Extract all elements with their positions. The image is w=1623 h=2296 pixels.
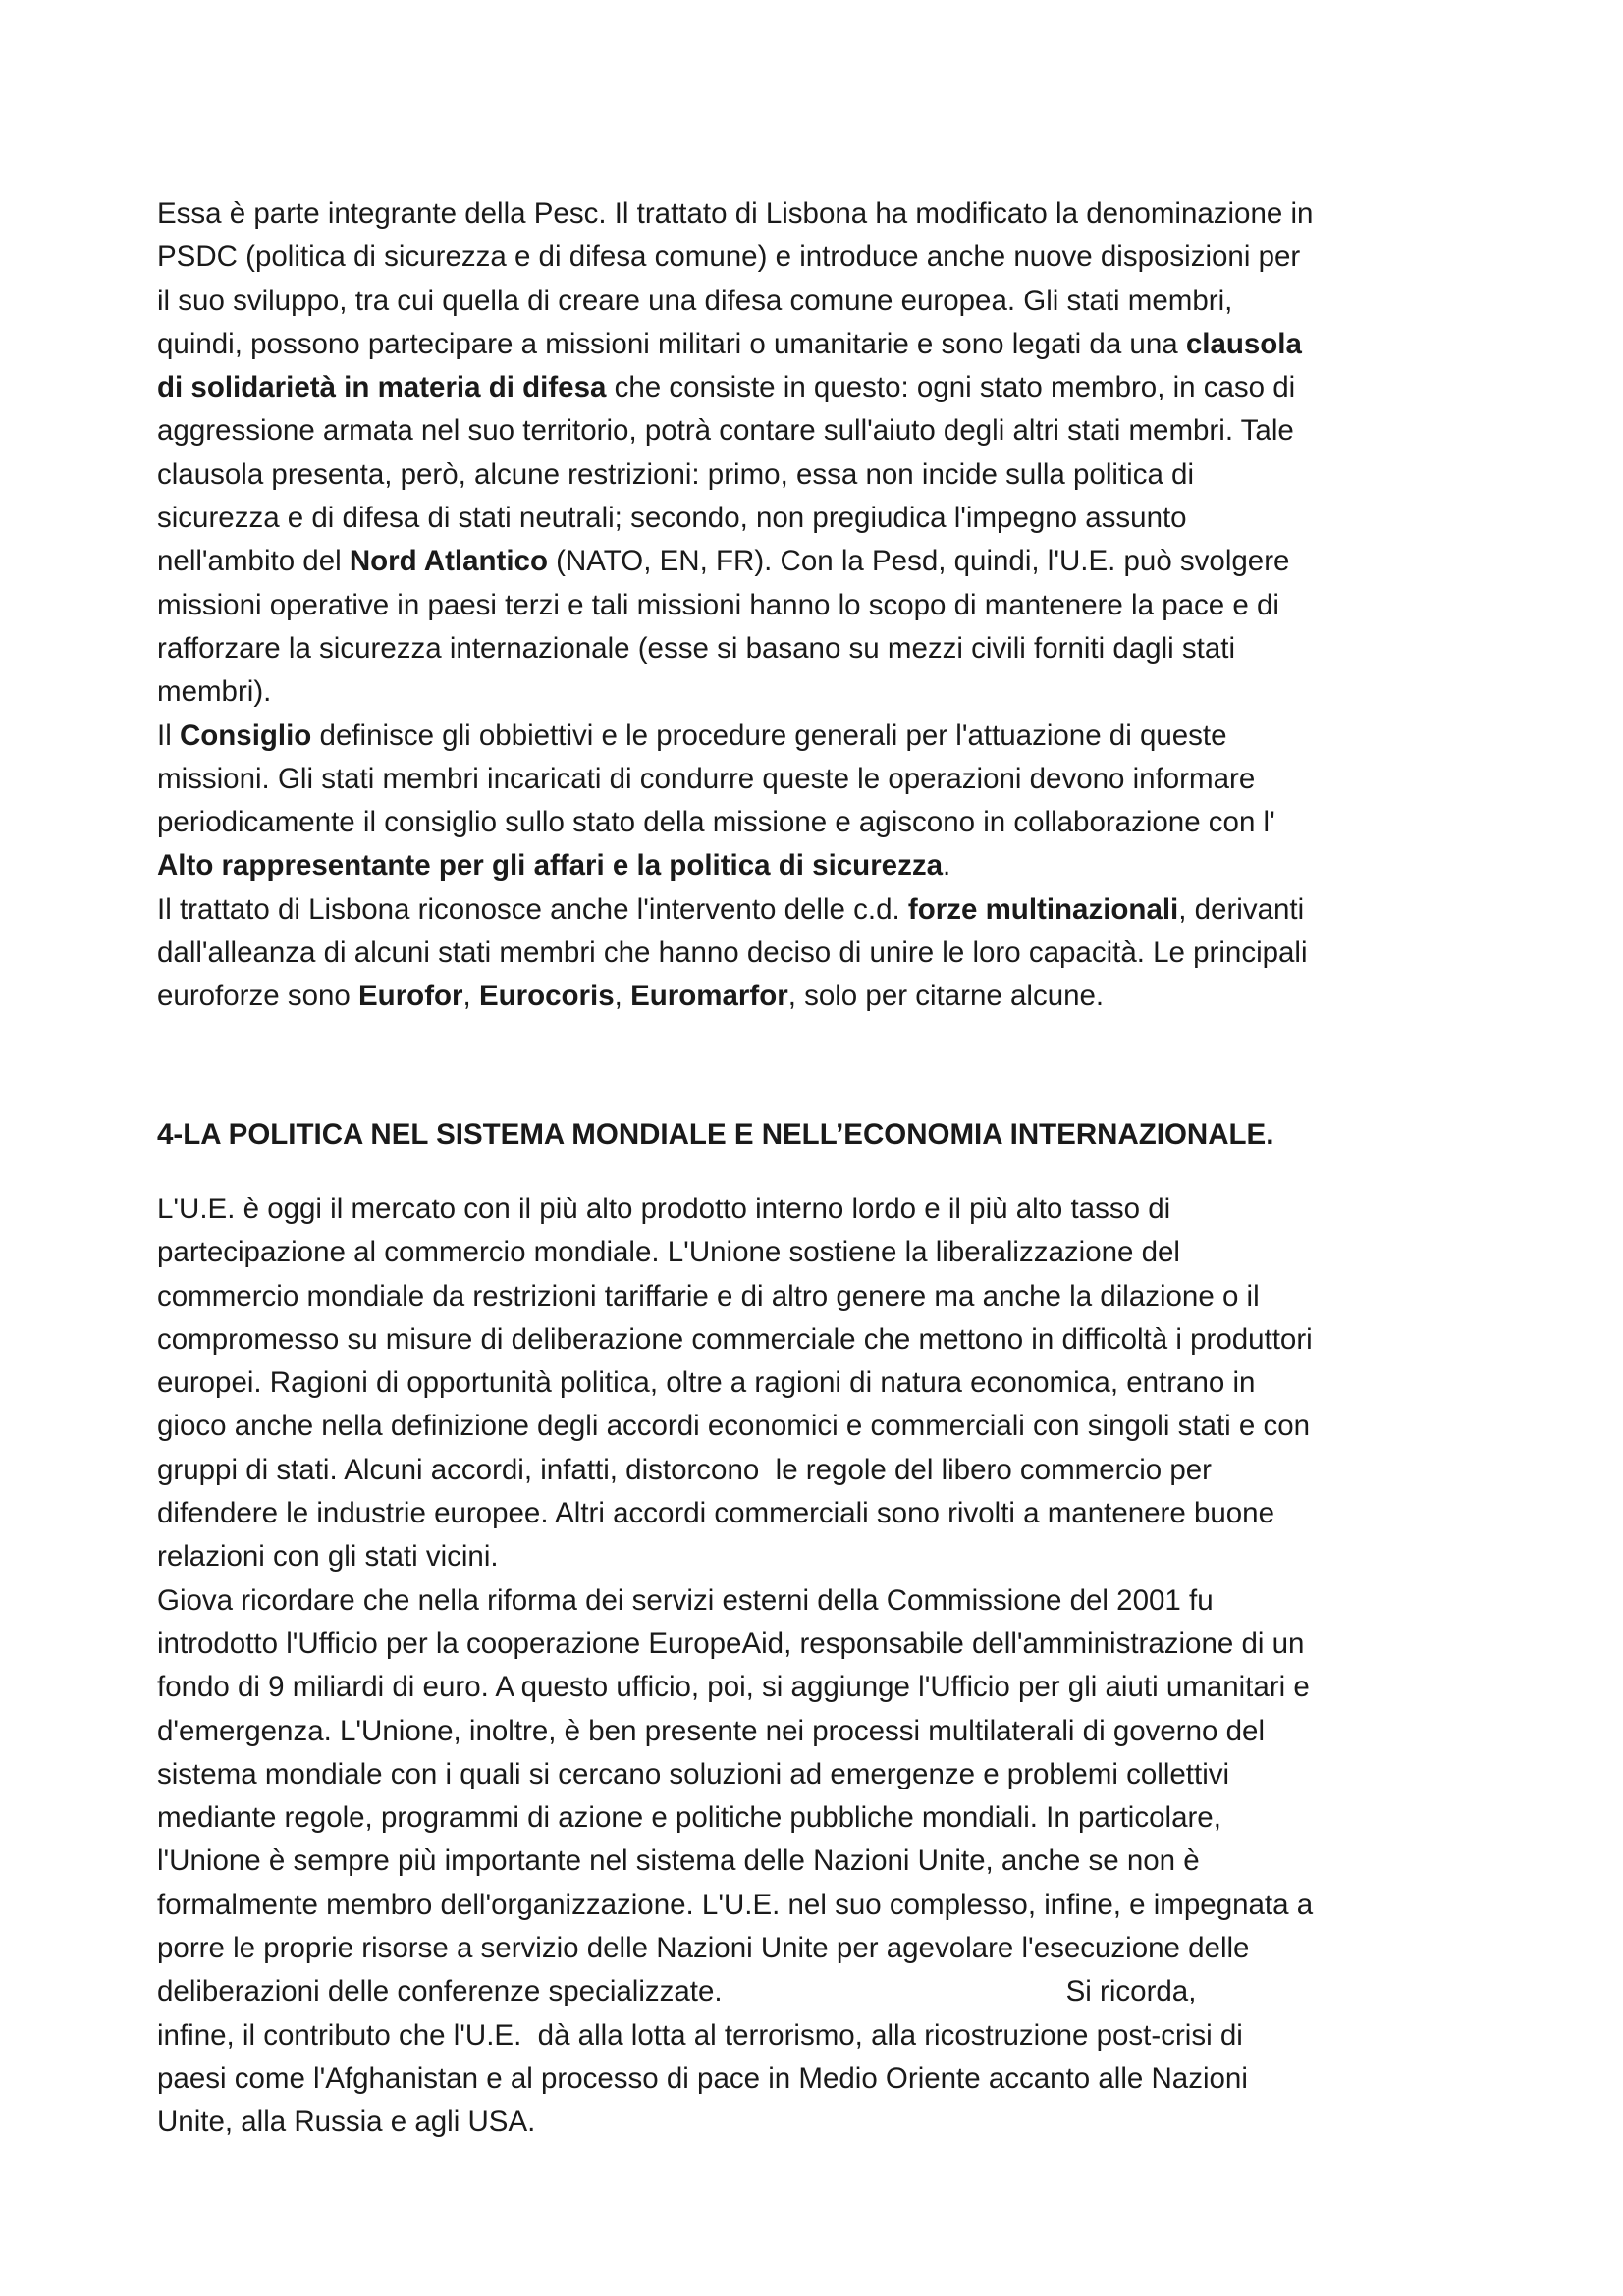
- text-line: PSDC (politica di sicurezza e di difesa comune) e introduce anche nuove disposizioni per: [157, 240, 1301, 274]
- text-line: europei. Ragioni di opportunità politica, oltre a ragioni di natura economica, entrano in: [157, 1366, 1256, 1400]
- text-line: compromesso su misure di deliberazione commerciale che mettono in difficoltà i produttori: [157, 1322, 1313, 1356]
- bold-term: Eurocoris: [478, 980, 615, 1013]
- text-line: di solidarietà in materia di difesa che consiste in questo: ogni stato membro, in caso di: [157, 371, 1296, 404]
- section-heading: 4-LA POLITICA NEL SISTEMA MONDIALE E NELL’ECONOMIA INTERNAZIONALE.: [157, 1118, 1274, 1150]
- bold-term: clausola: [1185, 327, 1302, 360]
- text-line: formalmente membro dell'organizzazione. L'U.E. nel suo complesso, infine, e impegnata a: [157, 1888, 1314, 1921]
- paragraph-psdc: [157, 192, 1473, 1019]
- text-line: Giova ricordare che nella riforma dei servizi esterni della Commissione del 2001 fu: [157, 1583, 1214, 1617]
- bold-term: forze multinazionali: [907, 892, 1179, 926]
- text-line: partecipazione al commercio mondiale. L'Unione sostiene la liberalizzazione del: [157, 1236, 1180, 1269]
- text-line: Il trattato di Lisbona riconosce anche l'intervento delle c.d. forze multinazionali, derivanti: [157, 892, 1305, 926]
- text-line: Il Consiglio definisce gli obbiettivi e le procedure generali per l'attuazione di queste: [157, 719, 1227, 752]
- text-line: Alto rappresentante per gli affari e la politica di sicurezza.: [157, 849, 951, 882]
- text-line: clausola presenta, però, alcune restrizioni: primo, essa non incide sulla politica di: [157, 457, 1195, 491]
- text-line: dall'alleanza di alcuni stati membri che hanno deciso di unire le loro capacità. Le principali: [157, 936, 1308, 970]
- text-line: membri).: [157, 675, 272, 709]
- text-line: mediante regole, programmi di azione e politiche pubbliche mondiali. In particolare,: [157, 1801, 1221, 1835]
- text-line: d'emergenza. L'Unione, inoltre, è ben presente nei processi multilaterali di governo del: [157, 1714, 1266, 1747]
- paragraph-economia: [157, 1188, 1473, 2145]
- bold-term: Euromarfor: [630, 980, 788, 1013]
- text-line: aggressione armata nel suo territorio, potrà contare sull'aiuto degli altri stati membri. Tale: [157, 414, 1294, 448]
- text-line: commercio mondiale da restrizioni tariffarie e di altro genere ma anche la dilazione o il: [157, 1279, 1260, 1312]
- bold-term: Nord Atlantico: [349, 545, 548, 578]
- text-line: fondo di 9 miliardi di euro. A questo ufficio, poi, si aggiunge l'Ufficio per gli aiuti umanitari e: [157, 1671, 1310, 1704]
- text-line: il suo sviluppo, tra cui quella di creare una difesa comune europea. Gli stati membri,: [157, 284, 1233, 317]
- text-line: periodicamente il consiglio sullo stato della missione e agiscono in collaborazione con l': [157, 806, 1275, 839]
- text-line: quindi, possono partecipare a missioni militari o umanitarie e sono legati da una clausola: [157, 327, 1302, 360]
- text-line: Essa è parte integrante della Pesc. Il trattato di Lisbona ha modificato la denominazione in: [157, 197, 1314, 230]
- text-line: l'Unione è sempre più importante nel sistema delle Nazioni Unite, anche se non è: [157, 1844, 1200, 1878]
- text-line: sicurezza e di difesa di stati neutrali; secondo, non pregiudica l'impegno assunto: [157, 502, 1187, 535]
- text-line: sistema mondiale con i quali si cercano soluzioni ad emergenze e problemi collettivi: [157, 1757, 1230, 1790]
- text-line: gioco anche nella definizione degli accordi economici e commerciali con singoli stati e con: [157, 1410, 1311, 1443]
- text-line: deliberazioni delle conferenze specializzate. Si ricorda,: [157, 1975, 1197, 2008]
- bold-term: Eurofor: [358, 980, 463, 1013]
- text-line: missioni. Gli stati membri incaricati di condurre queste le operazioni devono informare: [157, 762, 1256, 795]
- bold-term: Consiglio: [179, 719, 312, 752]
- text-line: euroforze sono Eurofor, Eurocoris, Euromarfor, solo per citarne alcune.: [157, 980, 1105, 1013]
- bold-term: Alto rappresentante per gli affari e la politica di sicurezza: [157, 849, 944, 882]
- text-line: difendere le industrie europee. Altri accordi commerciali sono rivolti a mantenere buone: [157, 1497, 1274, 1530]
- text-line: missioni operative in paesi terzi e tali missioni hanno lo scopo di mantenere la pace e di: [157, 588, 1279, 621]
- text-line: porre le proprie risorse a servizio delle Nazioni Unite per agevolare l'esecuzione delle: [157, 1932, 1250, 1965]
- text-line: introdotto l'Ufficio per la cooperazione EuropeAid, responsabile dell'amministrazione di un: [157, 1627, 1305, 1660]
- bold-term: di solidarietà in materia di difesa: [157, 371, 607, 404]
- text-line: L'U.E. è oggi il mercato con il più alto prodotto interno lordo e il più alto tasso di: [157, 1193, 1171, 1225]
- text-line: nell'ambito del Nord Atlantico (NATO, EN, FR). Con la Pesd, quindi, l'U.E. può svolgere: [157, 545, 1290, 578]
- text-line: relazioni con gli stati vicini.: [157, 1540, 499, 1574]
- text-line: gruppi di stati. Alcuni accordi, infatti, distorcono le regole del libero commercio per: [157, 1453, 1212, 1486]
- text-line: Unite, alla Russia e agli USA.: [157, 2106, 536, 2139]
- text-line: rafforzare la sicurezza internazionale (esse si basano su mezzi civili forniti dagli stati: [157, 631, 1235, 665]
- text-line: paesi come l'Afghanistan e al processo di pace in Medio Oriente accanto alle Nazioni: [157, 2061, 1248, 2095]
- text-line: infine, il contributo che l'U.E. dà alla lotta al terrorismo, alla ricostruzione post-crisi di: [157, 2018, 1243, 2052]
